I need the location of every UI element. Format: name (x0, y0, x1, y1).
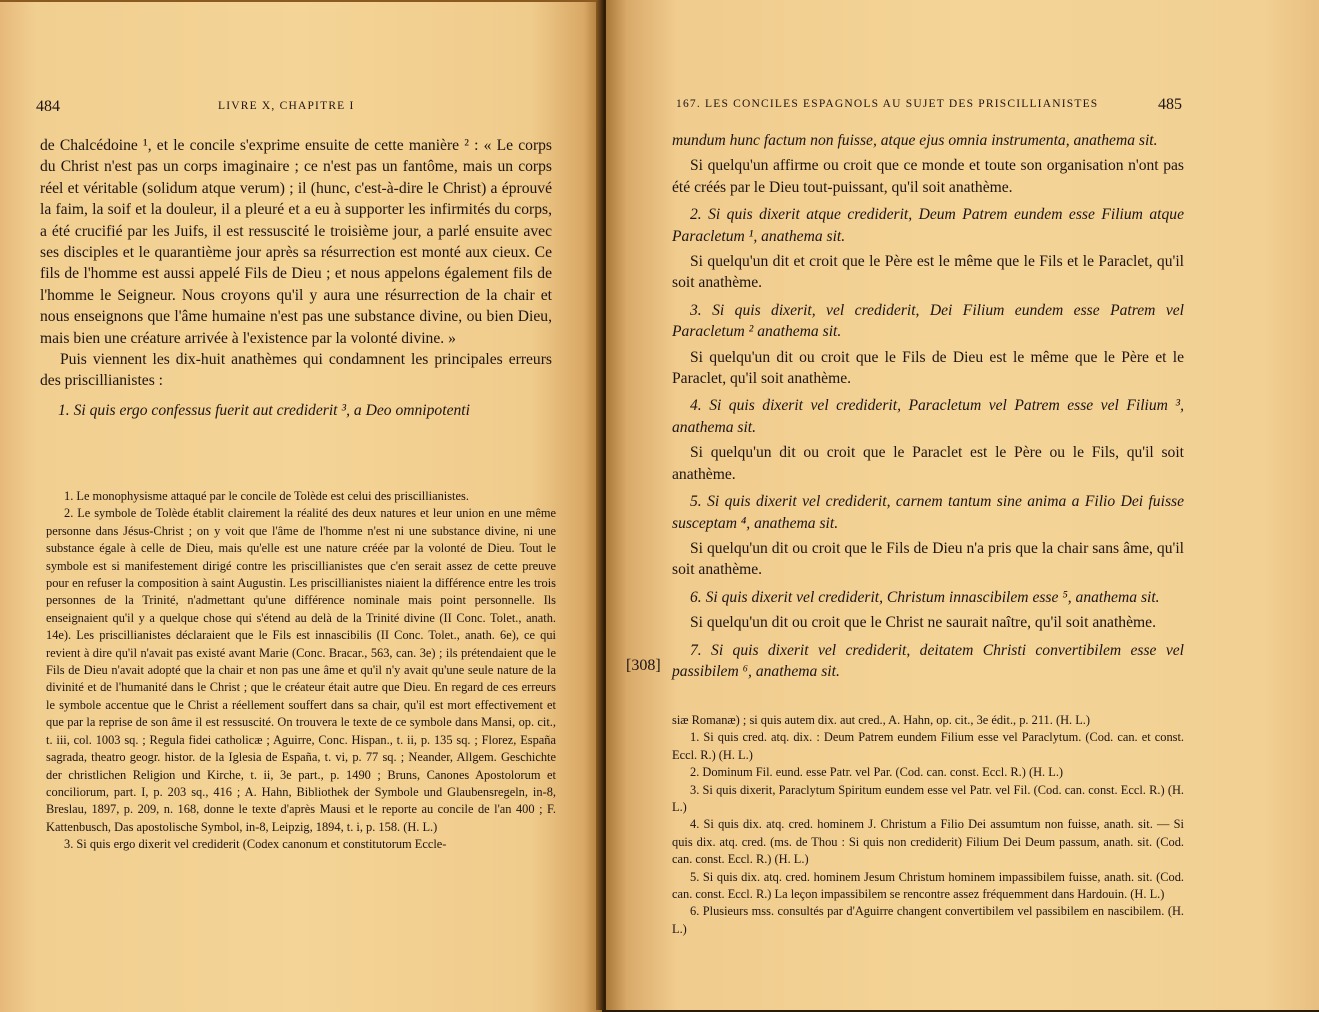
footnote: 6. Plusieurs mss. consultés par d'Aguirre changent convertibilem vel passibilem en nascibilem. (H. L.) (672, 904, 1184, 936)
left-footnotes (46, 488, 556, 854)
left-page-number: 484 (36, 98, 60, 115)
margin-page-marker: [308] (626, 657, 661, 674)
translation: Si quelqu'un dit et croit que le Père est le même que le Fils et le Paraclet, qu'il soit anathème. (672, 253, 1184, 292)
footnote: 5. Si quis dix. atq. cred. hominem Jesum Christum hominem impassibilem fuisse, anath. sit. (Cod. can. const. Eccl. R.) La leçon impassibilem se rencontre assez fréquemment dans Hardouin. (H. L.) (672, 869, 1184, 902)
footnote: 3. Si quis dixerit, Paraclytum Spiritum eundem esse vel Patr. vel Fil. (Cod. can. const. Eccl. R.) (H. L.) (672, 782, 1184, 815)
footnote: 1. Le monophysisme attaqué par le concile de Tolède est celui des priscillianistes. (64, 489, 469, 503)
right-page-number: 485 (1158, 96, 1182, 113)
right-body (672, 130, 1184, 682)
translation: Si quelqu'un dit ou croit que le Paraclet est le Père ou le Fils, qu'il soit anathème. (672, 444, 1184, 483)
canon-4: 4. Si quis dixerit vel crediderit, Paracletum vel Patrem esse vel Filium ³, anathema sit. (672, 397, 1184, 436)
left-page (0, 0, 602, 1012)
translation: Si quelqu'un affirme ou croit que ce monde et toute son organisation n'ont pas été créés par le Dieu tout-puissant, qu'il soit anathème. (672, 157, 1184, 196)
translation: Si quelqu'un dit ou croit que le Christ ne saurait naître, qu'il soit anathème. (690, 614, 1156, 632)
canon-2: 2. Si quis dixerit atque crediderit, Deum Patrem eundem esse Filium atque Paracletum ¹, anathema sit. (672, 206, 1184, 245)
footnote: 2. Le symbole de Tolède établit clairement la réalité des deux natures et leur union en une même personne dans Jésus-Christ ; on y voit que l'âme de l'homme n'est ni une substance divine, ni une substance égale à celle de Dieu, mais qu'elle est une nature créée par la volonté de Dieu. Tout le symbole est si manifestement dirigé contre les priscillianistes que c'en serait assez de cette preuve pour en refuser la composition à saint Augustin. Les priscillianistes niaient la différence entre les trois personnes de la Trinité, n'admettant qu'une différence nominale mais point personnelle. Ils enseignaient qu'il y a quelque chose qui s'étend au delà de la Trinité divine (II Conc. Tolet., anath. 14e). Les priscillianistes déclaraient que le Fils est innascibilis (II Conc. Tolet., anath. 6e), ce qui revient à dire qu'il n'avait pas existé avant Marie (Conc. Bracar., 563, can. 3e) ; ils prétendaient que le Fils de Dieu n'avait adopté que la chair et non pas une âme et qu'il n'y avait qu'une seule nature de la divinité et de l'humanité dans le Christ ; que le créateur était autre que Dieu. En regard de ces erreurs le symbole accentue que le Christ a réellement souffert dans sa chair, qu'il est mort effectivement et que par la reprise de son âme il est ressuscité. On trouvera le texte de ce symbole dans Mansi, op. cit., t. iii, col. 1003 sq. ; Regula fidei catholicæ ; Aguirre, Conc. Hispan., t. ii, p. 135 sq. ; Florez, España sagrada, theatro geogr. histor. de la Iglesia de España, t. vi, p. 77 sq. ; Neander, Allgem. Geschichte der christlichen Religion und Kirche, t. ii, 3e part., p. 1490 ; Bruns, Canones Apostolorum et conciliorum, part. I, p. 203 sq., 416 ; A. Hahn, Bibliothek der Symbole und Glaubensregeln, in-8, Breslau, 1897, p. 209, n. 168, donne le texte d'après Mausi et le reporte au concile de l'an 400 ; F. Kattenbusch, Das apostolische Symbol, in-8, Leipzig, 1894, t. i, p. 158. (H. L.) (46, 506, 556, 834)
canon-5: 5. Si quis dixerit vel crediderit, carnem tantum sine anima a Filio Dei fuisse susceptam ⁴, anathema sit. (672, 493, 1184, 532)
paragraph: de Chalcédoine ¹, et le concile s'exprime ensuite de cette manière ² : « Le corps du Christ n'est pas un corps imaginaire ; ce n'est pas un fantôme, mais un corps réel et véritable (solidum atque verum) ; il (hunc, c'est-à-dire le Christ) a éprouvé la faim, la soif et la douleur, il a pleuré et a eu à supporter les infirmités du corps, a été crucifié par les Juifs, il est ressuscité le troisième jour, a parlé ensuite avec ses disciples et le quarantième jour après sa résurrection est monté aux cieux. Ce fils de l'homme est aussi appelé Fils de Dieu ; et nous appelons également fils de l'homme le Seigneur. Nous croyons qu'il y aura une résurrection de la chair et nous enseignons que l'âme humaine n'est pas une substance divine, ou bien Dieu, mais bien une créature arrivée à l'existence par la volonté divine. » (40, 137, 552, 347)
right-footnotes (672, 712, 1184, 938)
footnote: siæ Romanæ) ; si quis autem dix. aut cred., A. Hahn, op. cit., 3e édit., p. 211. (H. L.) (672, 713, 1091, 727)
canon-7: 7. Si quis dixerit vel crediderit, deitatem Christi convertibilem esse vel passibilem ⁶, anathema sit. (672, 641, 1184, 680)
right-page (606, 0, 1319, 1010)
canon-1: 1. Si quis ergo confessus fuerit aut crediderit ³, a Deo omnipotenti (58, 401, 470, 419)
left-body (40, 135, 552, 421)
translation: Si quelqu'un dit ou croit que le Fils de Dieu n'a pris que la chair sans âme, qu'il soit anathème. (672, 539, 1184, 579)
canon-6: 6. Si quis dixerit vel crediderit, Christum innascibilem esse ⁵, anathema sit. (690, 588, 1160, 606)
canon-1-continued: mundum hunc factum non fuisse, atque ejus omnia instrumenta, anathema sit. (672, 132, 1158, 149)
canon-3: 3. Si quis dixerit, vel crediderit, Dei Filium eundem esse Patrem vel Paracletum ² anathema sit. (672, 301, 1184, 341)
footnote: 4. Si quis dix. atq. cred. hominem J. Christum a Filio Dei assumtum non fuisse, anath. sit. — Si quis dix. atq. cred. (ms. de Thou : Si quis non crediderit) Filium Dei Deum passum, anath. sit. (Cod. can. const. Eccl. R.) (H. L.) (672, 817, 1184, 867)
translation: Si quelqu'un dit ou croit que le Fils de Dieu est le même que le Père et le Paraclet, qu'il soit anathème. (672, 348, 1184, 388)
paragraph: Puis viennent les dix-huit anathèmes qui condamnent les principales erreurs des priscillianistes : (40, 351, 552, 390)
left-running-head: LIVRE X, CHAPITRE I (218, 100, 355, 112)
footnote: 3. Si quis ergo dixerit vel crediderit (Codex canonum et constitutorum Eccle- (64, 837, 447, 852)
footnote: 2. Dominum Fil. eund. esse Patr. vel Par. (Cod. can. const. Eccl. R.) (H. L.) (690, 765, 1064, 780)
right-running-head: 167. LES CONCILES ESPAGNOLS AU SUJET DES PRISCILLIANISTES (676, 98, 1099, 110)
footnote: 1. Si quis cred. atq. dix. : Deum Patrem eundem Filium esse vel Paraclytum. (Cod. can. et const. Eccl. R.) (H. L.) (672, 730, 1184, 762)
